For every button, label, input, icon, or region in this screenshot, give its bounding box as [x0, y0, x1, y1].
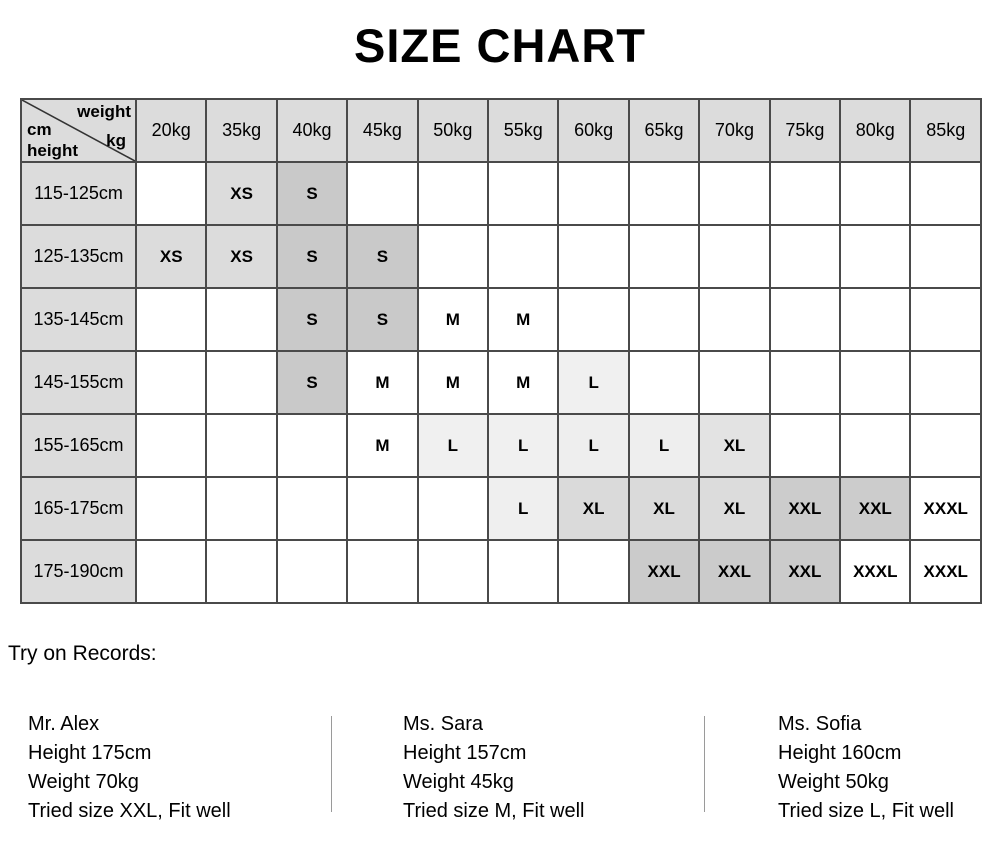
size-cell: L: [418, 414, 488, 477]
records-heading: Try on Records:: [8, 642, 157, 665]
corner-cell: [21, 99, 136, 162]
record-divider-2: [704, 716, 705, 812]
table-row: [21, 162, 981, 225]
size-cell: L: [488, 414, 558, 477]
size-cell: XL: [699, 477, 769, 540]
empty-cell: [418, 540, 488, 603]
empty-cell: [347, 540, 417, 603]
weight-header: 35kg: [206, 99, 276, 162]
height-header: 165-175cm: [21, 477, 136, 540]
empty-cell: [418, 477, 488, 540]
size-cell: L: [629, 414, 699, 477]
empty-cell: [770, 225, 840, 288]
empty-cell: [629, 225, 699, 288]
empty-cell: [136, 414, 206, 477]
weight-header: 50kg: [418, 99, 488, 162]
size-cell: M: [488, 351, 558, 414]
size-cell: XS: [136, 225, 206, 288]
empty-cell: [418, 162, 488, 225]
size-cell: L: [558, 414, 628, 477]
empty-cell: [770, 414, 840, 477]
record-line: Weight 45kg: [403, 771, 514, 793]
weight-header: 85kg: [910, 99, 981, 162]
empty-cell: [840, 288, 910, 351]
weight-header: 20kg: [136, 99, 206, 162]
record-line: Tried size L, Fit well: [778, 800, 954, 822]
table-row: [21, 288, 981, 351]
empty-cell: [136, 477, 206, 540]
empty-cell: [347, 477, 417, 540]
size-cell: XXXL: [840, 540, 910, 603]
table-row: [21, 540, 981, 603]
empty-cell: [840, 225, 910, 288]
weight-header: 70kg: [699, 99, 769, 162]
size-cell: XXL: [629, 540, 699, 603]
size-cell: XXL: [770, 477, 840, 540]
size-cell: XL: [699, 414, 769, 477]
size-cell: XXL: [770, 540, 840, 603]
size-cell: XL: [629, 477, 699, 540]
size-cell: L: [558, 351, 628, 414]
empty-cell: [277, 477, 347, 540]
size-cell: XL: [558, 477, 628, 540]
empty-cell: [206, 351, 276, 414]
empty-cell: [206, 477, 276, 540]
corner-label-weight: weight: [77, 102, 131, 121]
record-line: Weight 70kg: [28, 771, 139, 793]
empty-cell: [277, 540, 347, 603]
height-header: 115-125cm: [21, 162, 136, 225]
empty-cell: [488, 162, 558, 225]
corner-label-height: height: [27, 141, 78, 160]
empty-cell: [136, 540, 206, 603]
weight-header: 75kg: [770, 99, 840, 162]
table-row: [21, 351, 981, 414]
try-on-record: [28, 710, 231, 826]
size-cell: S: [277, 225, 347, 288]
size-cell: S: [347, 288, 417, 351]
empty-cell: [277, 414, 347, 477]
empty-cell: [488, 225, 558, 288]
record-name: Ms. Sofia: [778, 713, 862, 735]
record-line: Height 175cm: [28, 742, 152, 764]
weight-header: 45kg: [347, 99, 417, 162]
corner-label-kg: kg: [106, 131, 126, 150]
record-line: Tried size M, Fit well: [403, 800, 585, 822]
size-cell: XS: [206, 225, 276, 288]
table-row: [21, 225, 981, 288]
table-row: [21, 477, 981, 540]
empty-cell: [699, 162, 769, 225]
empty-cell: [770, 162, 840, 225]
page-title: SIZE CHART: [354, 19, 646, 72]
table-header-row: [21, 99, 981, 162]
weight-header: 40kg: [277, 99, 347, 162]
empty-cell: [770, 288, 840, 351]
empty-cell: [558, 540, 628, 603]
empty-cell: [418, 225, 488, 288]
empty-cell: [770, 351, 840, 414]
empty-cell: [629, 162, 699, 225]
size-cell: XXXL: [910, 477, 981, 540]
empty-cell: [910, 351, 981, 414]
empty-cell: [699, 351, 769, 414]
record-line: Height 157cm: [403, 742, 527, 764]
empty-cell: [699, 288, 769, 351]
table-row: [21, 414, 981, 477]
height-header: 145-155cm: [21, 351, 136, 414]
record-line: Height 160cm: [778, 742, 902, 764]
empty-cell: [136, 351, 206, 414]
empty-cell: [699, 225, 769, 288]
empty-cell: [910, 162, 981, 225]
record-line: Weight 50kg: [778, 771, 889, 793]
height-header: 125-135cm: [21, 225, 136, 288]
empty-cell: [840, 351, 910, 414]
size-cell: XXL: [840, 477, 910, 540]
record-divider-1: [331, 716, 332, 812]
empty-cell: [910, 414, 981, 477]
empty-cell: [136, 162, 206, 225]
size-cell: S: [347, 225, 417, 288]
corner-label-cm: cm: [27, 120, 52, 139]
size-cell: M: [347, 414, 417, 477]
empty-cell: [910, 225, 981, 288]
empty-cell: [629, 351, 699, 414]
height-header: 175-190cm: [21, 540, 136, 603]
weight-header: 60kg: [558, 99, 628, 162]
height-header: 135-145cm: [21, 288, 136, 351]
empty-cell: [488, 540, 558, 603]
empty-cell: [558, 162, 628, 225]
empty-cell: [840, 414, 910, 477]
size-cell: M: [418, 288, 488, 351]
size-cell: XXL: [699, 540, 769, 603]
size-chart-table: [20, 98, 982, 604]
record-name: Ms. Sara: [403, 713, 484, 735]
empty-cell: [840, 162, 910, 225]
height-header: 155-165cm: [21, 414, 136, 477]
size-cell: M: [488, 288, 558, 351]
empty-cell: [558, 225, 628, 288]
weight-header: 80kg: [840, 99, 910, 162]
record-name: Mr. Alex: [28, 713, 100, 735]
size-cell: S: [277, 288, 347, 351]
size-cell: L: [488, 477, 558, 540]
weight-header: 65kg: [629, 99, 699, 162]
record-line: Tried size XXL, Fit well: [28, 800, 231, 822]
empty-cell: [910, 288, 981, 351]
weight-header: 55kg: [488, 99, 558, 162]
empty-cell: [206, 288, 276, 351]
empty-cell: [629, 288, 699, 351]
try-on-record: [403, 710, 585, 826]
empty-cell: [206, 414, 276, 477]
size-cell: S: [277, 162, 347, 225]
empty-cell: [347, 162, 417, 225]
empty-cell: [206, 540, 276, 603]
size-cell: XXXL: [910, 540, 981, 603]
size-cell: M: [347, 351, 417, 414]
size-cell: S: [277, 351, 347, 414]
empty-cell: [558, 288, 628, 351]
size-cell: XS: [206, 162, 276, 225]
try-on-record: [778, 710, 954, 826]
empty-cell: [136, 288, 206, 351]
size-cell: M: [418, 351, 488, 414]
